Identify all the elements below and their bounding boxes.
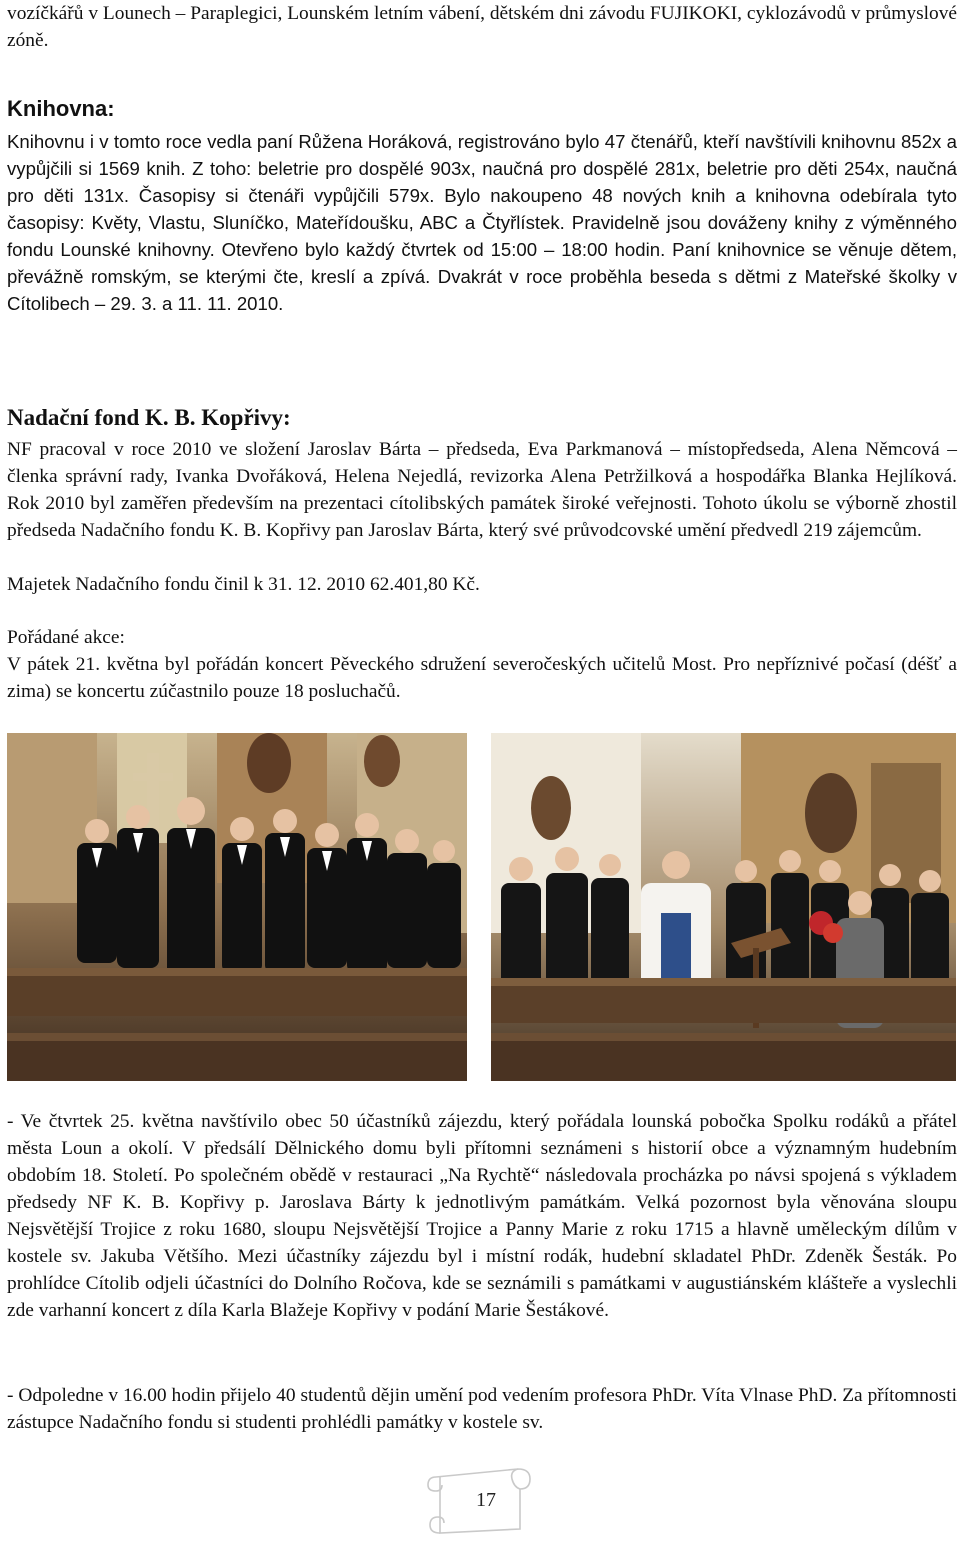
foundation-paragraph: NF pracoval v roce 2010 ve složení Jaroslav Bárta – předseda, Eva Parkmanová – místopředseda, Alena Němcová – členka správní rady, Ivanka Dvořáková, Helena Nejedlá, revizorka Alena Petržilková a hospodářka Blanka Hejlíková. Rok 2010 byl zaměřen především na prezentaci cítolibských památek široké veřejnosti. Tohoto úkolu se výborně zhostil předseda Nadačního fondu K. B. Kopřivy pan Jaroslav Bárta, který své průvodcovské umění předvedl 219 zájemcům.: [7, 439, 957, 541]
library-heading: Knihovna:: [7, 96, 115, 121]
students-paragraph: - Odpoledne v 16.00 hodin přijelo 40 studentů dějin umění pod vedením profesora PhDr. Víta Vlnase PhD. Za přítomnosti zástupce Nadačního fondu si studenti prohlédli památky v kostele sv.: [7, 1385, 957, 1433]
page-number: 17: [476, 1489, 496, 1511]
choir-photo-right: [491, 733, 956, 1081]
library-paragraph: Knihovnu i v tomto roce vedla paní Růžena Horáková, registrováno bylo 47 čtenářů, kteří navštívili knihovnu 852x a vypůjčili si 1569 knih. Z toho: beletrie pro dospělé 903x, naučná pro dospělé 281x, beletrie pro děti 254x, naučná pro děti 131x. Časopisy si čtenáři vypůjčili 579x. Bylo nakoupeno 48 nových knih a knihovna odebírala tyto časopisy: Květy, Vlastu, Sluníčko, Mateřídoušku, ABC a Čtyřlístek. Pravidelně jsou dováženy knihy z výměnného fondu Lounské knihovny. Otevřeno bylo každý čtvrtek od 15:00 – 18:00 hodin. Paní knihovnice se věnuje dětem, převážně romským, se kterými čte, kreslí a zpívá. Dvakrát v roce proběhla beseda s dětmi z Mateřské školky v Cítolibech – 29. 3. a 11. 11. 2010.: [7, 131, 957, 314]
intro-paragraph: vozíčkářů v Lounech – Paraplegici, Lounském letním vábení, dětském dni závodu FUJIKOKI, cyklozávodů v průmyslové zóně.: [7, 3, 957, 51]
choir-photo-left: [7, 733, 467, 1081]
page-number-badge: [426, 1459, 536, 1543]
foundation-assets: Majetek Nadačního fondu činil k 31. 12. 2010 62.401,80 Kč.: [7, 574, 480, 595]
concert-paragraph: V pátek 21. května byl pořádán koncert Pěveckého sdružení severočeských učitelů Most. Pro nepříznivé počasí (déšť a zima) se koncertu zúčastnilo pouze 18 posluchačů.: [7, 654, 957, 702]
events-label: Pořádané akce:: [7, 627, 125, 648]
trip-paragraph: - Ve čtvrtek 25. května navštívilo obec 50 účastníků zájezdu, který pořádala lounská pobočka Spolku rodáků a přátel města Loun a okolí. V předsálí Dělnického domu byli přítomni seznámeni s historií obce a významným hudebním obdobím 18. Století. Po společném obědě v restauraci „Na Rychtě“ následovala procházka po návsi spojená s výkladem předsedy NF K. B. Kopřivy p. Jaroslava Bárty k jednotlivým památkám. Velká pozornost byla věnována sloupu Nejsvětější Trojice z roku 1680, sloupu Nejsvětější Trojice a Panny Marie z roku 1715 a hlavně uměleckým dílům v kostele sv. Jakuba Většího. Mezi účastníky zájezdu byl i místní rodák, hudební skladatel PhDr. Zdeněk Šesták. Po prohlídce Cítolib odjeli účastníci do Dolního Ročova, kde se seznámili s památkami v augustiánském klášteře a vyslechli zde varhanní koncert z díla Karla Blažeje Kopřivy v podání Marie Šestákové.: [7, 1111, 957, 1321]
foundation-heading: Nadační fond K. B. Kopřivy:: [7, 405, 291, 430]
